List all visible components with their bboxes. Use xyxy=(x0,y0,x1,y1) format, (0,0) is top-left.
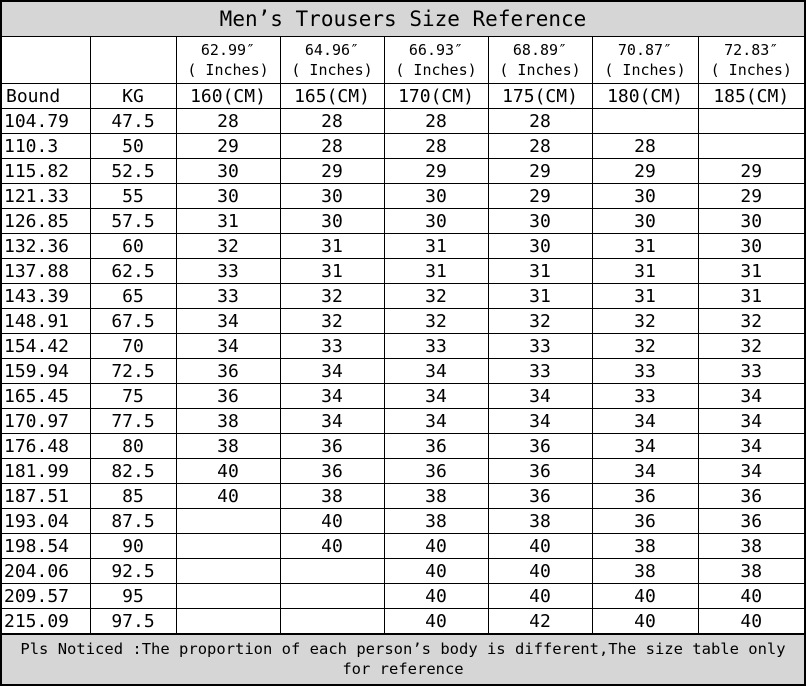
size-cell xyxy=(176,559,280,584)
size-cell: 40 xyxy=(592,584,698,609)
kg-cell: 47.5 xyxy=(90,109,176,134)
size-cell: 38 xyxy=(592,559,698,584)
size-cell: 31 xyxy=(592,234,698,259)
size-cell: 40 xyxy=(592,609,698,634)
table-row xyxy=(2,159,804,184)
size-cell: 30 xyxy=(384,184,488,209)
size-cell xyxy=(592,109,698,134)
size-cell: 40 xyxy=(176,459,280,484)
inches-unit: ( Inches) xyxy=(499,61,581,79)
size-cell xyxy=(280,584,384,609)
size-cell: 34 xyxy=(698,459,804,484)
size-cell: 34 xyxy=(384,409,488,434)
kg-cell: 82.5 xyxy=(90,459,176,484)
size-cell: 40 xyxy=(176,484,280,509)
table-row xyxy=(2,334,804,359)
size-cell: 28 xyxy=(384,109,488,134)
kg-cell: 70 xyxy=(90,334,176,359)
size-cell: 38 xyxy=(384,484,488,509)
table-row xyxy=(2,259,804,284)
size-cell: 38 xyxy=(384,509,488,534)
table-row xyxy=(2,184,804,209)
size-cell: 40 xyxy=(280,534,384,559)
pound-cell: 209.57 xyxy=(2,584,90,609)
size-cell: 38 xyxy=(592,534,698,559)
kg-cell: 60 xyxy=(90,234,176,259)
size-cell: 34 xyxy=(176,309,280,334)
size-cell xyxy=(176,509,280,534)
size-cell: 28 xyxy=(488,109,592,134)
height-inches-header xyxy=(384,37,488,84)
size-cell: 33 xyxy=(592,359,698,384)
pound-cell: 121.33 xyxy=(2,184,90,209)
size-cell: 31 xyxy=(698,259,804,284)
size-cell: 32 xyxy=(488,309,592,334)
table-row xyxy=(2,209,804,234)
size-cell: 34 xyxy=(488,384,592,409)
height-cm-header: 175(CM) xyxy=(488,84,592,109)
size-cell: 29 xyxy=(698,184,804,209)
pound-cell: 159.94 xyxy=(2,359,90,384)
size-cell: 34 xyxy=(698,434,804,459)
size-cell: 33 xyxy=(488,359,592,384)
height-cm-header: 180(CM) xyxy=(592,84,698,109)
inches-unit: ( Inches) xyxy=(187,61,269,79)
pound-cell: 132.36 xyxy=(2,234,90,259)
size-cell: 30 xyxy=(698,209,804,234)
size-cell: 33 xyxy=(488,334,592,359)
size-cell: 34 xyxy=(592,434,698,459)
chart-title: Men’s Trousers Size Reference xyxy=(2,2,804,37)
size-cell: 36 xyxy=(592,509,698,534)
disclaimer-note: Pls Noticed :The proportion of each person’s body is different,The size table only for reference xyxy=(2,634,804,684)
size-cell: 31 xyxy=(488,284,592,309)
size-cell: 30 xyxy=(698,234,804,259)
size-cell: 34 xyxy=(280,359,384,384)
size-cell: 33 xyxy=(592,384,698,409)
size-cell: 36 xyxy=(384,459,488,484)
size-cell: 38 xyxy=(176,409,280,434)
height-cm-header: 185(CM) xyxy=(698,84,804,109)
size-cell: 34 xyxy=(384,359,488,384)
table-row xyxy=(2,309,804,334)
size-cell xyxy=(698,109,804,134)
size-cell: 32 xyxy=(176,234,280,259)
size-cell: 32 xyxy=(592,309,698,334)
size-cell: 36 xyxy=(592,484,698,509)
size-cell: 42 xyxy=(488,609,592,634)
size-cell: 34 xyxy=(176,334,280,359)
size-cell: 34 xyxy=(698,409,804,434)
kg-cell: 90 xyxy=(90,534,176,559)
pound-header: Bound xyxy=(2,84,90,109)
pound-cell: 170.97 xyxy=(2,409,90,434)
pound-cell: 148.91 xyxy=(2,309,90,334)
pound-cell: 187.51 xyxy=(2,484,90,509)
table-row xyxy=(2,384,804,409)
kg-cell: 52.5 xyxy=(90,159,176,184)
inches-value: 70.87″ xyxy=(617,41,673,59)
size-cell xyxy=(280,559,384,584)
size-cell: 34 xyxy=(488,409,592,434)
size-cell: 34 xyxy=(698,384,804,409)
size-cell: 30 xyxy=(592,209,698,234)
kg-cell: 97.5 xyxy=(90,609,176,634)
size-cell: 34 xyxy=(384,384,488,409)
size-cell: 36 xyxy=(176,359,280,384)
size-cell xyxy=(176,584,280,609)
kg-cell: 77.5 xyxy=(90,409,176,434)
height-inches-header xyxy=(592,37,698,84)
size-cell: 32 xyxy=(384,309,488,334)
table-row xyxy=(2,434,804,459)
size-cell: 33 xyxy=(176,284,280,309)
size-cell xyxy=(280,609,384,634)
size-cell: 31 xyxy=(384,234,488,259)
size-cell: 32 xyxy=(592,334,698,359)
kg-cell: 62.5 xyxy=(90,259,176,284)
size-cell: 32 xyxy=(698,309,804,334)
height-cm-header: 170(CM) xyxy=(384,84,488,109)
kg-cell: 85 xyxy=(90,484,176,509)
kg-header: KG xyxy=(90,84,176,109)
size-cell: 40 xyxy=(698,609,804,634)
size-cell: 31 xyxy=(280,259,384,284)
size-cell: 31 xyxy=(488,259,592,284)
table-row xyxy=(2,509,804,534)
size-cell xyxy=(176,534,280,559)
table-row xyxy=(2,109,804,134)
table-row xyxy=(2,534,804,559)
blank-header-cell xyxy=(90,37,176,84)
size-cell: 34 xyxy=(280,409,384,434)
size-cell: 31 xyxy=(176,209,280,234)
inches-unit: ( Inches) xyxy=(291,61,373,79)
table-row xyxy=(2,584,804,609)
size-cell: 36 xyxy=(176,384,280,409)
table-row xyxy=(2,234,804,259)
size-cell: 28 xyxy=(384,134,488,159)
pound-cell: 181.99 xyxy=(2,459,90,484)
size-cell: 36 xyxy=(488,434,592,459)
inches-value: 68.89″ xyxy=(512,41,568,59)
pound-cell: 204.06 xyxy=(2,559,90,584)
size-cell xyxy=(176,609,280,634)
size-cell: 28 xyxy=(280,109,384,134)
size-table xyxy=(2,37,804,634)
size-cell: 29 xyxy=(698,159,804,184)
height-cm-header: 165(CM) xyxy=(280,84,384,109)
size-cell: 33 xyxy=(698,359,804,384)
inches-value: 64.96″ xyxy=(304,41,360,59)
size-cell: 29 xyxy=(488,159,592,184)
size-cell: 32 xyxy=(384,284,488,309)
size-cell: 38 xyxy=(280,484,384,509)
size-cell: 28 xyxy=(176,109,280,134)
height-cm-header: 160(CM) xyxy=(176,84,280,109)
size-cell: 40 xyxy=(488,584,592,609)
height-inches-header xyxy=(698,37,804,84)
kg-cell: 72.5 xyxy=(90,359,176,384)
kg-cell: 87.5 xyxy=(90,509,176,534)
inches-unit: ( Inches) xyxy=(604,61,686,79)
size-cell: 34 xyxy=(592,459,698,484)
table-row xyxy=(2,609,804,634)
pound-cell: 126.85 xyxy=(2,209,90,234)
size-cell: 36 xyxy=(488,484,592,509)
size-cell: 33 xyxy=(176,259,280,284)
size-cell: 38 xyxy=(176,434,280,459)
size-cell: 32 xyxy=(698,334,804,359)
size-cell: 30 xyxy=(280,209,384,234)
size-cell: 38 xyxy=(698,534,804,559)
height-cm-row xyxy=(2,84,804,109)
table-row xyxy=(2,359,804,384)
size-cell: 29 xyxy=(280,159,384,184)
size-cell: 34 xyxy=(592,409,698,434)
kg-cell: 57.5 xyxy=(90,209,176,234)
blank-header-cell xyxy=(2,37,90,84)
size-cell: 32 xyxy=(280,309,384,334)
pound-cell: 193.04 xyxy=(2,509,90,534)
height-inches-header xyxy=(280,37,384,84)
size-cell: 36 xyxy=(488,459,592,484)
pound-cell: 115.82 xyxy=(2,159,90,184)
size-cell: 30 xyxy=(488,209,592,234)
inches-value: 72.83″ xyxy=(724,41,779,59)
size-cell: 30 xyxy=(592,184,698,209)
table-row xyxy=(2,134,804,159)
size-cell: 31 xyxy=(384,259,488,284)
pound-cell: 154.42 xyxy=(2,334,90,359)
size-cell: 38 xyxy=(698,559,804,584)
pound-cell: 165.45 xyxy=(2,384,90,409)
pound-cell: 137.88 xyxy=(2,259,90,284)
table-row xyxy=(2,559,804,584)
size-cell: 29 xyxy=(384,159,488,184)
size-cell: 38 xyxy=(488,509,592,534)
size-cell: 40 xyxy=(384,534,488,559)
inches-unit: ( Inches) xyxy=(395,61,477,79)
size-cell: 40 xyxy=(384,609,488,634)
inches-value: 62.99″ xyxy=(200,41,256,59)
inches-value: 66.93″ xyxy=(408,41,464,59)
inches-unit: ( Inches) xyxy=(710,61,792,79)
size-cell: 40 xyxy=(698,584,804,609)
table-row xyxy=(2,284,804,309)
table-row xyxy=(2,409,804,434)
table-row xyxy=(2,484,804,509)
size-cell: 30 xyxy=(176,184,280,209)
size-cell: 30 xyxy=(280,184,384,209)
size-cell: 31 xyxy=(280,234,384,259)
kg-cell: 95 xyxy=(90,584,176,609)
size-cell: 40 xyxy=(280,509,384,534)
size-cell: 29 xyxy=(592,159,698,184)
height-inches-header xyxy=(488,37,592,84)
pound-cell: 110.3 xyxy=(2,134,90,159)
size-cell: 28 xyxy=(592,134,698,159)
pound-cell: 176.48 xyxy=(2,434,90,459)
size-cell: 36 xyxy=(698,484,804,509)
kg-cell: 67.5 xyxy=(90,309,176,334)
kg-cell: 55 xyxy=(90,184,176,209)
kg-cell: 80 xyxy=(90,434,176,459)
size-cell: 40 xyxy=(488,534,592,559)
kg-cell: 50 xyxy=(90,134,176,159)
pound-cell: 215.09 xyxy=(2,609,90,634)
size-cell: 40 xyxy=(384,559,488,584)
size-cell: 40 xyxy=(384,584,488,609)
pound-cell: 104.79 xyxy=(2,109,90,134)
size-cell: 33 xyxy=(280,334,384,359)
pound-cell: 143.39 xyxy=(2,284,90,309)
size-cell: 31 xyxy=(592,259,698,284)
size-cell: 36 xyxy=(384,434,488,459)
size-cell: 31 xyxy=(698,284,804,309)
size-cell: 36 xyxy=(698,509,804,534)
size-cell: 30 xyxy=(384,209,488,234)
height-inches-header xyxy=(176,37,280,84)
table-row xyxy=(2,459,804,484)
kg-cell: 92.5 xyxy=(90,559,176,584)
size-cell: 28 xyxy=(280,134,384,159)
kg-cell: 75 xyxy=(90,384,176,409)
size-cell: 28 xyxy=(488,134,592,159)
kg-cell: 65 xyxy=(90,284,176,309)
size-cell: 29 xyxy=(488,184,592,209)
size-cell: 33 xyxy=(384,334,488,359)
size-cell: 30 xyxy=(176,159,280,184)
pound-cell: 198.54 xyxy=(2,534,90,559)
size-cell xyxy=(698,134,804,159)
size-cell: 40 xyxy=(488,559,592,584)
size-cell: 36 xyxy=(280,459,384,484)
height-inches-row xyxy=(2,37,804,84)
size-cell: 32 xyxy=(280,284,384,309)
size-cell: 34 xyxy=(280,384,384,409)
size-cell: 31 xyxy=(592,284,698,309)
size-cell: 36 xyxy=(280,434,384,459)
size-cell: 29 xyxy=(176,134,280,159)
size-cell: 30 xyxy=(488,234,592,259)
